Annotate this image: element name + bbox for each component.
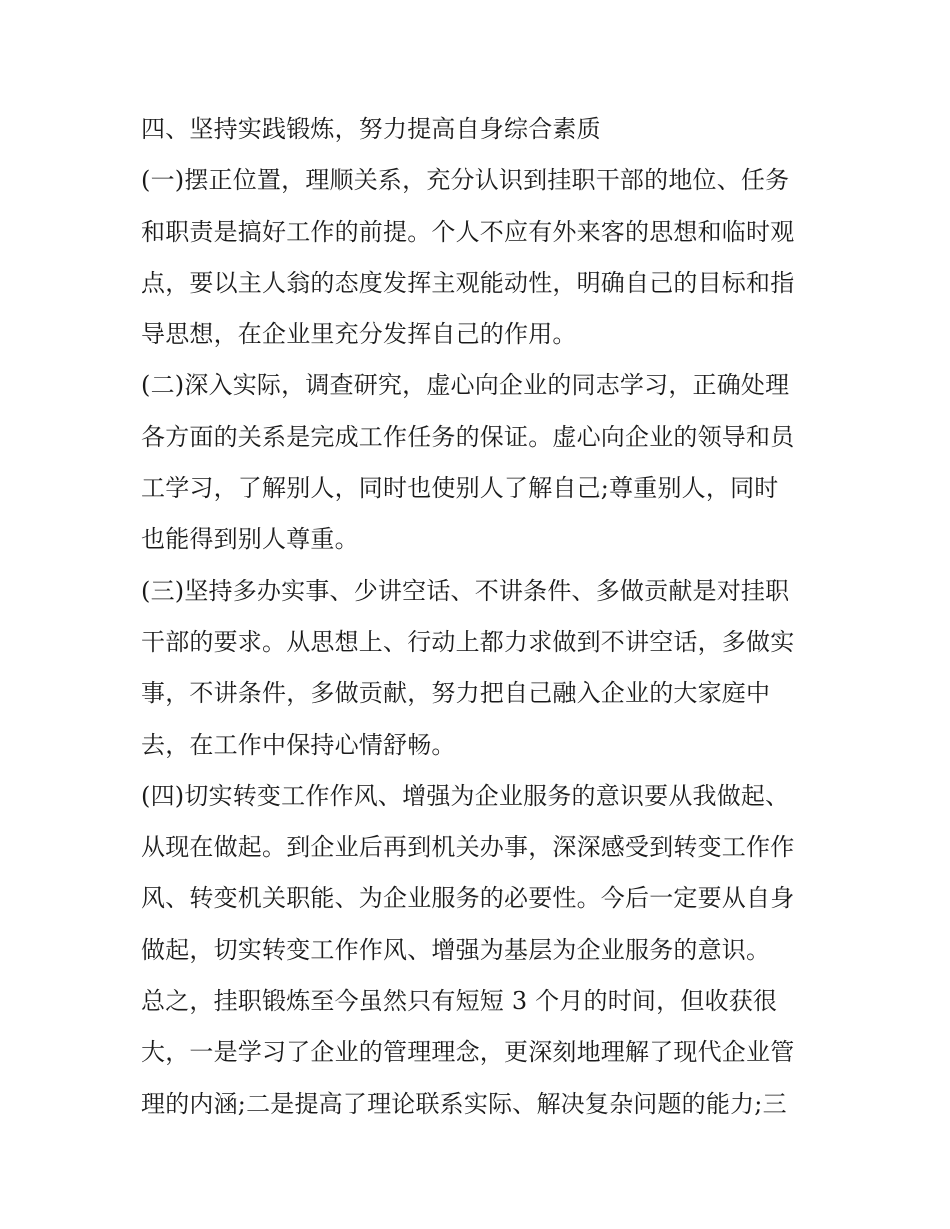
text-line: 工学习，了解别人，同时也使别人了解自己;尊重别人，同时 [141,474,779,503]
section-heading: 四、坚持实践锻炼，努力提高自身综合素质 [141,115,601,143]
text-line: 总之，挂职锻炼至今虽然只有短短 3 个月的时间，但收获很 [141,987,778,1016]
text-line: 点，要以主人翁的态度发挥主观能动性，明确自己的目标和指 [141,268,795,297]
text-line: 各方面的关系是完成工作任务的保证。虚心向企业的领导和员 [141,422,795,451]
text-line: (三)坚持多办实事、少讲空话、不讲条件、多做贡献是对挂职 [141,576,790,605]
text-line: 风、转变机关职能、为企业服务的必要性。今后一定要从自身 [141,884,795,913]
text-line: 做起，切实转变工作作风、增强为基层为企业服务的意识。 [141,935,771,964]
text-line: 去，在工作中保持心情舒畅。 [141,730,456,759]
text-line: 和职责是搞好工作的前提。个人不应有外来客的思想和临时观 [141,217,795,246]
text-line: 大，一是学习了企业的管理理念，更深刻地理解了现代企业管 [141,1038,795,1067]
text-line: 理的内涵;二是提高了理论联系实际、解决复杂问题的能力;三 [141,1089,787,1118]
text-line: 也能得到别人尊重。 [141,525,359,554]
text-line: (二)深入实际，调查研究，虚心向企业的同志学习，正确处理 [141,371,790,400]
text-line: 事，不讲条件，多做贡献，努力把自己融入企业的大家庭中 [141,679,771,708]
text-line: 干部的要求。从思想上、行动上都力求做到不讲空话，多做实 [141,627,795,656]
text-line: 导思想，在企业里充分发挥自己的作用。 [141,320,577,349]
document-body [141,104,821,1130]
text-line: (一)摆正位置，理顺关系，充分认识到挂职干部的地位、任务 [141,166,790,195]
text-line: 从现在做起。到企业后再到机关办事，深深感受到转变工作作 [141,833,795,862]
text-line: (四)切实转变工作作风、增强为企业服务的意识要从我做起、 [141,781,790,810]
